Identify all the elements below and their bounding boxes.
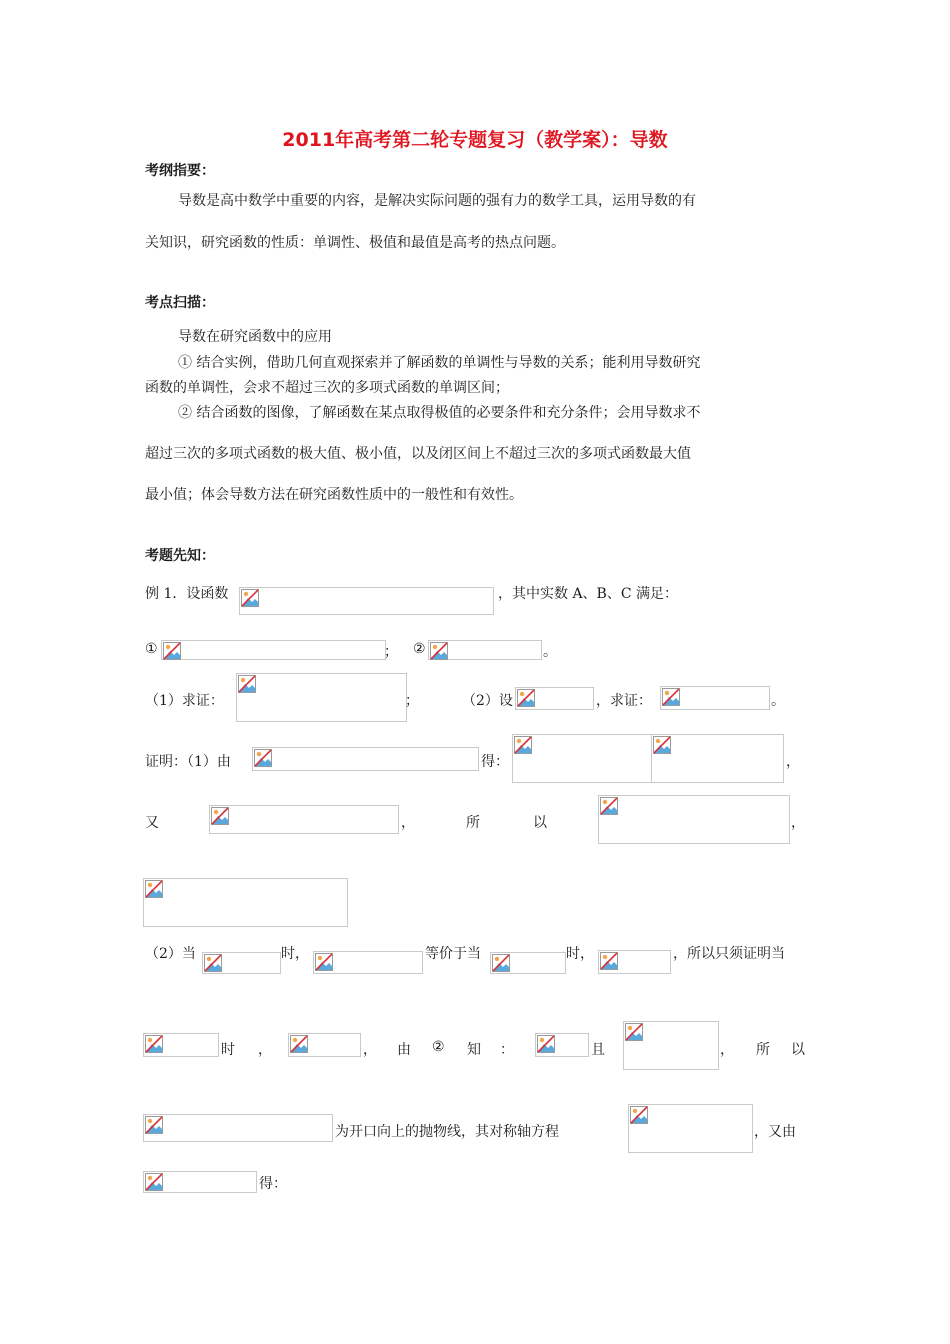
example-text: 证明：（1）由 xyxy=(145,754,231,770)
example-text: ， xyxy=(401,815,415,831)
example-text: 以 xyxy=(533,815,547,831)
broken-image-icon xyxy=(625,1023,643,1041)
example-text: 以 xyxy=(791,1042,805,1058)
formula-image xyxy=(143,1171,257,1193)
formula-image xyxy=(490,952,566,974)
broken-image-icon xyxy=(600,952,618,970)
broken-image-icon xyxy=(514,736,532,754)
formula-image xyxy=(660,686,770,710)
example-text: ，求证： xyxy=(596,693,652,709)
example-text: 例 1．设函数 xyxy=(145,586,229,602)
example-text: 时， xyxy=(281,946,309,962)
broken-image-icon xyxy=(630,1106,648,1124)
formula-image xyxy=(428,640,542,660)
broken-image-icon xyxy=(653,736,671,754)
broken-image-icon xyxy=(517,689,535,707)
example-text: 得： xyxy=(259,1176,287,1192)
formula-image xyxy=(252,747,479,771)
example-text: （1）求证： xyxy=(145,693,224,709)
broken-image-icon xyxy=(145,880,163,898)
formula-image xyxy=(239,587,494,615)
formula-image xyxy=(623,1021,719,1070)
formula-image xyxy=(288,1033,361,1057)
broken-image-icon xyxy=(537,1035,555,1053)
example-text: ① xyxy=(145,641,158,657)
section-heading-kaogang: 考纲指要： xyxy=(145,163,215,179)
formula-image xyxy=(209,805,399,834)
formula-image xyxy=(143,1114,333,1142)
broken-image-icon xyxy=(238,675,256,693)
broken-image-icon xyxy=(204,954,222,972)
example-text: 时 xyxy=(221,1042,235,1058)
paragraph-line: 超过三次的多项式函数的极大值、极小值，以及闭区间上不超过三次的多项式函数最大值 xyxy=(145,446,691,462)
example-text: ，所以只须证明当 xyxy=(673,946,785,962)
broken-image-icon xyxy=(662,688,680,706)
section-heading-kaoti: 考题先知： xyxy=(145,548,215,564)
paragraph-line: 导数在研究函数中的应用 xyxy=(178,329,332,345)
example-text: 等价于当 xyxy=(425,946,481,962)
formula-image xyxy=(535,1033,589,1057)
broken-image-icon xyxy=(145,1035,163,1053)
formula-image xyxy=(598,950,671,974)
example-text: 。 xyxy=(543,644,557,660)
example-text: 得： xyxy=(481,754,509,770)
formula-image xyxy=(143,1033,219,1057)
example-text: ② xyxy=(432,1039,445,1055)
broken-image-icon xyxy=(492,954,510,972)
formula-image xyxy=(628,1104,753,1153)
paragraph-line: 最小值；体会导数方法在研究函数性质中的一般性和有效性。 xyxy=(145,487,523,503)
section-heading-kaodian: 考点扫描： xyxy=(145,295,215,311)
example-text: ， xyxy=(791,815,805,831)
example-text: ； xyxy=(405,693,419,709)
formula-image xyxy=(313,951,423,974)
broken-image-icon xyxy=(145,1173,163,1191)
example-text: ② xyxy=(413,641,426,657)
formula-image xyxy=(161,640,386,660)
paragraph-line: ② 结合函数的图像，了解函数在某点取得极值的必要条件和充分条件；会用导数求不 xyxy=(178,405,701,421)
broken-image-icon xyxy=(600,797,618,815)
formula-image xyxy=(143,878,348,927)
broken-image-icon xyxy=(254,749,272,767)
example-text: 为开口向上的抛物线，其对称轴方程 xyxy=(335,1124,559,1140)
example-text: ； xyxy=(384,644,398,660)
broken-image-icon xyxy=(430,642,448,660)
example-text: 知 xyxy=(467,1042,481,1058)
broken-image-icon xyxy=(241,589,259,607)
example-text: ， xyxy=(258,1042,272,1058)
example-text: （2）设 xyxy=(462,693,513,709)
formula-image xyxy=(512,734,652,783)
example-text: ： xyxy=(500,1042,514,1058)
page-title: 2011年高考第二轮专题复习（教学案）：导数 xyxy=(282,129,668,151)
example-text: ，又由 xyxy=(754,1124,796,1140)
example-text: （2）当 xyxy=(145,946,196,962)
paragraph-line: 关知识，研究函数的性质：单调性、极值和最值是高考的热点问题。 xyxy=(145,235,565,251)
formula-image xyxy=(236,673,407,722)
example-text: 且 xyxy=(591,1042,605,1058)
paragraph-line: 函数的单调性，会求不超过三次的多项式函数的单调区间； xyxy=(145,380,509,396)
formula-image xyxy=(515,687,594,710)
example-text: 由 xyxy=(397,1042,411,1058)
formula-image xyxy=(651,734,784,783)
example-text: ， xyxy=(720,1042,734,1058)
example-text: 所 xyxy=(466,815,480,831)
example-text: ， xyxy=(786,754,800,770)
broken-image-icon xyxy=(211,807,229,825)
paragraph-line: 导数是高中数学中重要的内容，是解决实际问题的强有力的数学工具，运用导数的有 xyxy=(178,193,696,209)
example-text: ， xyxy=(363,1042,377,1058)
broken-image-icon xyxy=(315,953,333,971)
formula-image xyxy=(202,952,281,974)
paragraph-line: ① 结合实例，借助几何直观探索并了解函数的单调性与导数的关系；能利用导数研究 xyxy=(178,355,701,371)
example-text: 又 xyxy=(145,815,159,831)
formula-image xyxy=(598,795,790,844)
example-text: 所 xyxy=(756,1042,770,1058)
broken-image-icon xyxy=(145,1116,163,1134)
broken-image-icon xyxy=(163,642,181,660)
broken-image-icon xyxy=(290,1035,308,1053)
example-text: 。 xyxy=(771,693,785,709)
example-text: 时， xyxy=(566,946,594,962)
example-text: ，其中实数 A、B、C 满足： xyxy=(498,586,679,602)
